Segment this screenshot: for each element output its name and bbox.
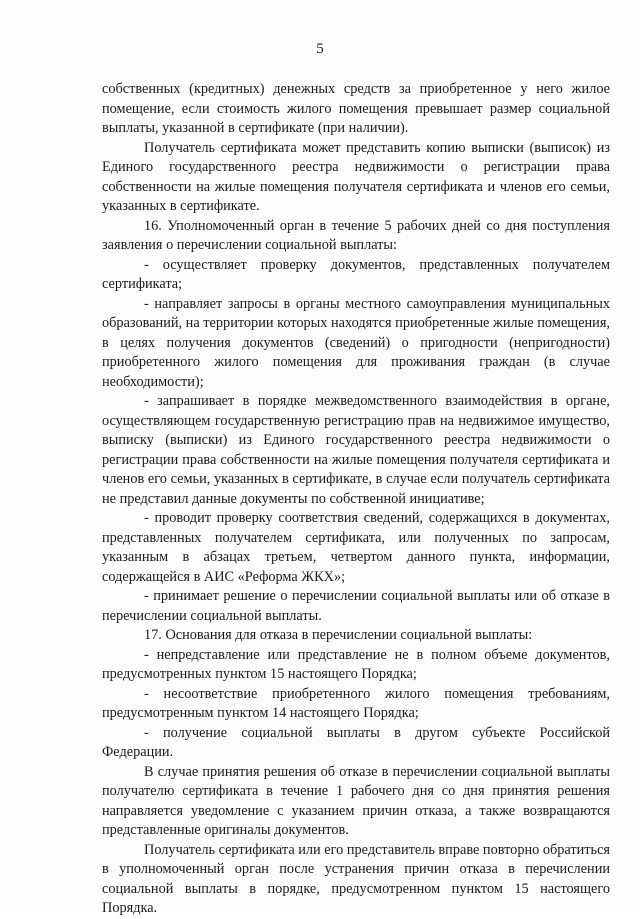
paragraph-certificate-extract: Получатель сертификата может представить копию выписки (выписок) из Единого государственного реестра недвижимости о регистрации права собственности на жилые помещения получателя сертификата и членов его семьи, указанных в сертификате. <box>102 139 610 214</box>
page-number: 5 <box>316 41 324 57</box>
list-item-make-decision: - принимает решение о перечислении социальной выплаты или об отказе в перечислении социальной выплаты. <box>102 588 610 624</box>
list-item-other-region: - получение социальной выплаты в другом субъекте Российской Федерации. <box>102 724 610 760</box>
list-item-request-registry-extract: - запрашивает в порядке межведомственного взаимодействия в органе, осуществляющем государственную регистрацию прав на недвижимое имущество, выписку (выписки) из Единого государственного реестра недвижимости о регистрации права собственности на жилые помещения получателя сертификата и членов его семьи, указанных в сертификате, в случае если получатель сертификата не представил данные документы по собственной инициативе; <box>102 393 610 507</box>
list-item-send-requests: - направляет запросы в органы местного самоуправления муниципальных образований, на территории которых находятся приобретенные жилые помещения, в целях получения документов (сведений) о пригодности (непригодности) приобретенного жилого помещения для проживания граждан (в случае необходимости); <box>102 295 610 390</box>
paragraph-clause-16: 16. Уполномоченный орган в течение 5 рабочих дней со дня поступления заявления о перечислении социальной выплаты: <box>102 217 610 253</box>
list-item-check-information: - проводит проверку соответствия сведений, содержащихся в документах, представленных получателем сертификата, или полученных по запросам, указанным в абзацах третьем, четвертом данного пункта, информации, содержащейся в АИС «Реформа ЖКХ»; <box>102 510 610 585</box>
list-item-noncompliance: - несоответствие приобретенного жилого помещения требованиям, предусмотренным пунктом 14 настоящего Порядка; <box>102 685 610 721</box>
paragraph-continuation: собственных (кредитных) денежных средств за приобретенное у него жилое помещение, если стоимость жилого помещения превышает размер социальной выплаты, указанной в сертификате (при наличии). <box>102 81 610 136</box>
list-item-verify-documents: - осуществляет проверку документов, представленных получателем сертификата; <box>102 256 610 292</box>
paragraph-clause-17: 17. Основания для отказа в перечислении социальной выплаты: <box>144 627 533 643</box>
list-item-incomplete-documents: - непредставление или представление не в полном объеме документов, предусмотренных пунктом 15 настоящего Порядка; <box>102 646 610 682</box>
paragraph-reapply: Получатель сертификата или его представитель вправе повторно обратиться в уполномоченный орган после устранения причин отказа в перечислении социальной выплаты в порядке, предусмотренном пунктом 15 настоящего Порядка. <box>102 841 610 916</box>
document-body <box>102 80 610 919</box>
paragraph-refusal-notice: В случае принятия решения об отказе в перечислении социальной выплаты получателю сертификата в течение 1 рабочего дня со дня принятия решения направляется уведомление с указанием причин отказа, а также возвращаются представленные оригиналы документов. <box>102 763 610 838</box>
